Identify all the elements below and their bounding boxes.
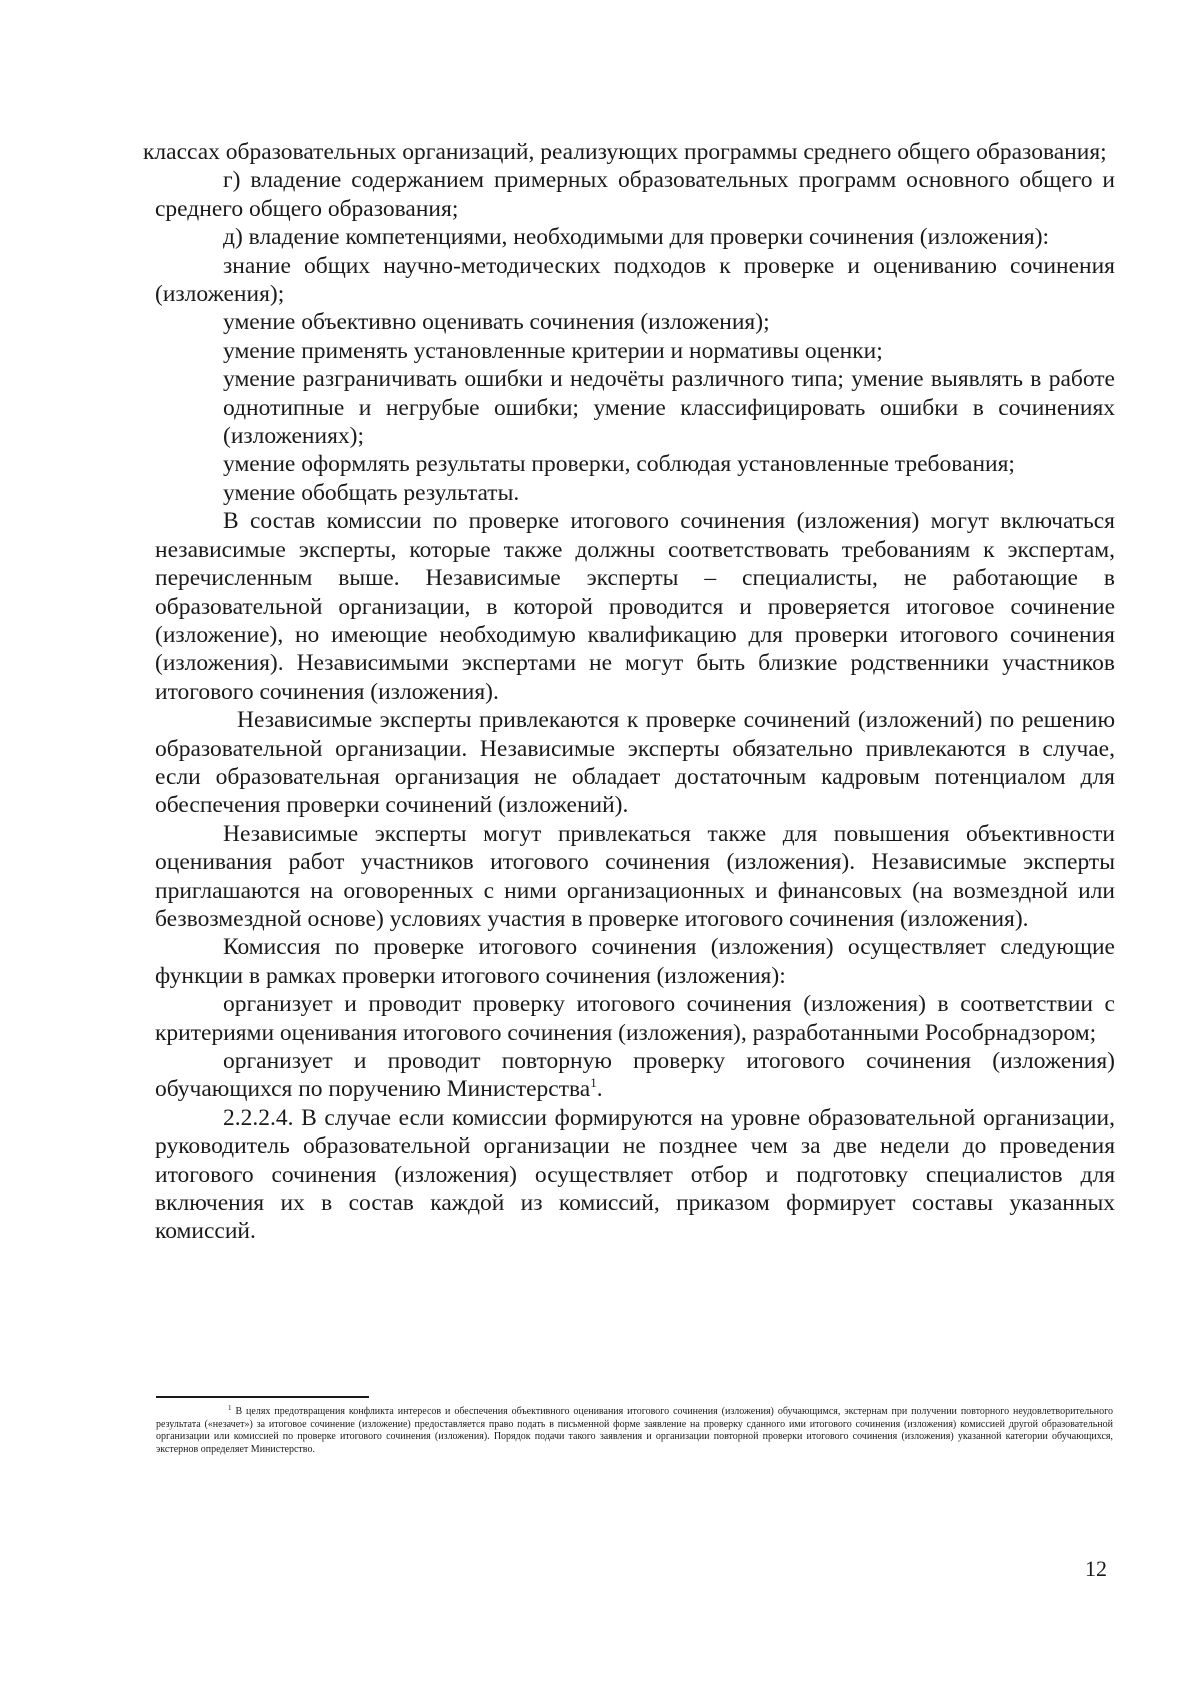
paragraph: умение оформлять результаты проверки, соблюдая установленные требования; (223, 451, 1015, 478)
paragraph: умение обобщать результаты. (223, 479, 520, 506)
paragraph: Независимые эксперты могут привлекаться также для повышения объективности оценивания работ участников итогового сочинения (изложения). Независимые эксперты приглашаются на оговоренных с ними организационных и финансовых (на возмездной или безвозмездной основе) условиях участия в проверке итогового сочинения (изложения). (155, 820, 1115, 932)
footnote-text: В целях предотвращения конфликта интересов и обеспечения объективного оценивания итогового сочинения (изложения) обучающимся, экстернам при получении повторного неудовлетворительного результата («незачет») за итоговое сочинение (изложение) предоставляется право подать в письменной форме заявление на проверку сданного ими итогового сочинения (изложения) комиссией другой образовательной организации или комиссией по проверке итогового сочинения (изложения). Порядок подачи такого заявления и организации повторной проверки итогового сочинения (изложения) указанной категории обучающихся, экстернов определяет Министерство. (156, 1406, 1113, 1455)
paragraph: классах образовательных организаций, реализующих программы среднего общего образования; (143, 139, 1107, 165)
page-number: 12 (1085, 1556, 1107, 1581)
paragraph: умение объективно оценивать сочинения (изложения); (223, 309, 770, 336)
paragraph: 2.2.2.4. В случае если комиссии формируются на уровне образовательной организации, руководитель образовательной организации не позднее чем за две недели до проведения итогового сочинения (изложения) осуществляет отбор и подготовку специалистов для включения их в состав каждой из комиссий, приказом формирует составы указанных комиссий. (155, 1104, 1115, 1245)
paragraph-with-footnote-ref (155, 1047, 1115, 1104)
paragraph: организует и проводит проверку итогового сочинения (изложения) в соответствии с критериями оценивания итогового сочинения (изложения), разработанными Рособрнадзором; (155, 991, 1115, 1046)
paragraph-period: . (596, 1076, 603, 1103)
paragraph: знание общих научно-методических подходов к проверке и оцениванию сочинения (изложения); (155, 252, 1115, 308)
paragraph: Независимые эксперты привлекаются к проверке сочинений (изложений) по решению образовательной организации. Независимые эксперты обязательно привлекаются в случае, если образовательная организация не обладает достаточным кадровым потенциалом для обеспечения проверки сочинений (изложений). (155, 707, 1115, 819)
footnote-number: 1 (228, 1403, 232, 1412)
paragraph: д) владение компетенциями, необходимыми для проверки сочинения (изложения): (223, 224, 1050, 251)
paragraph: умение разграничивать ошибки и недочёты различного типа; умение выявлять в работе однотипные и негрубые ошибки; умение классифицировать ошибки в сочинениях (изложениях); (223, 366, 1115, 450)
paragraph: умение применять установленные критерии и нормативы оценки; (223, 337, 883, 364)
paragraph: Комиссия по проверке итогового сочинения (изложения) осуществляет следующие функции в рамках проверки итогового сочинения (изложения): (155, 934, 1115, 989)
body-text (143, 138, 1115, 1246)
footnote-separator (156, 1396, 369, 1398)
footnote (156, 1403, 1113, 1456)
paragraph: г) владение содержанием примерных образовательных программ основного общего и среднего общего образования; (155, 167, 1115, 222)
paragraph: В состав комиссии по проверке итогового сочинения (изложения) могут включаться независимые эксперты, которые также должны соответствовать требованиям к экспертам, перечисленным выше. Независимые эксперты – специалисты, не работающие в образовательной организации, в которой проводится и проверяется итоговое сочинение (изложение), но имеющие необходимую квалификацию для проверки итогового сочинения (изложения). Независимыми экспертами не могут быть близкие родственники участников итогового сочинения (изложения). (155, 508, 1115, 705)
paragraph-text: организует и проводит повторную проверку итогового сочинения (изложения) обучающихся по поручению Министерства (155, 1048, 1115, 1103)
footnote-reference[interactable]: 1 (590, 1075, 597, 1091)
